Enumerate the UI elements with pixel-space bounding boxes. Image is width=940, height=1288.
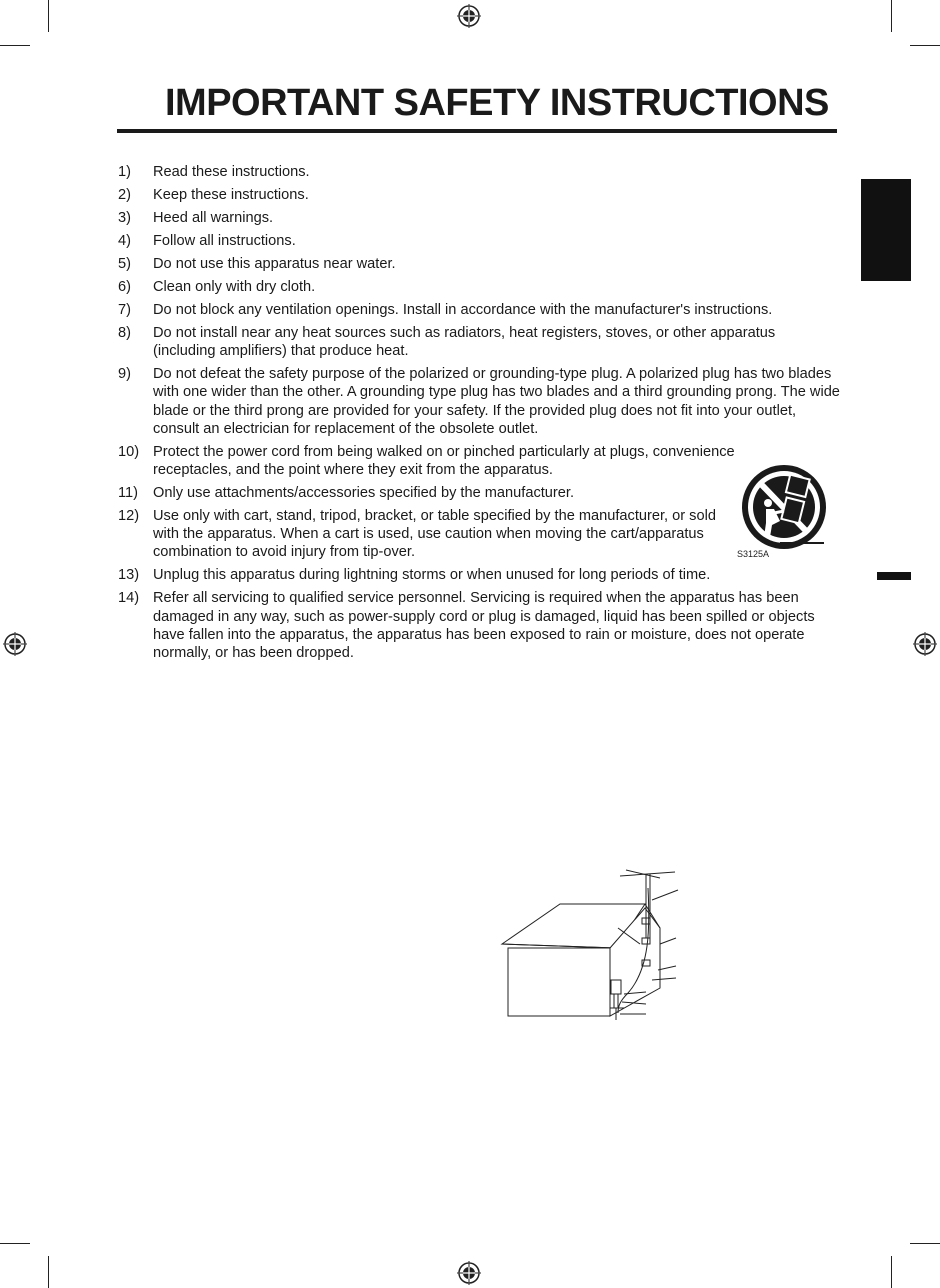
item-text: Do not install near any heat sources such as radiators, heat registers, stoves, or other apparatus (including amplifiers) that produce heat.: [153, 325, 776, 360]
item-text: Clean only with dry cloth.: [153, 279, 316, 295]
list-item: [118, 443, 840, 479]
list-item: [118, 484, 840, 502]
item-text: Use only with cart, stand, tripod, bracket, or table specified by the manufacturer, or sold with the apparatus. When a cart is used, use caution when moving the cart/apparatus combination to avoid injury from tip-over.: [153, 508, 716, 561]
section-tab-marker: [877, 572, 911, 580]
item-text: Follow all instructions.: [153, 233, 296, 249]
item-text: Heed all warnings.: [153, 210, 274, 226]
list-item: [118, 301, 840, 319]
registration-mark-top-icon: [457, 4, 481, 28]
item-text: Only use attachments/accessories specified by the manufacturer.: [153, 485, 574, 502]
crop-mark-bottom-left-v: [48, 1256, 49, 1288]
title-underline: [117, 129, 837, 133]
crop-mark-top-left-h: [0, 45, 30, 46]
antenna-grounding-diagram-icon: [500, 868, 680, 1023]
crop-mark-bottom-left-h: [0, 1243, 30, 1244]
page-title: IMPORTANT SAFETY INSTRUCTIONS: [165, 82, 829, 124]
list-item: [118, 324, 840, 360]
crop-mark-top-left-v: [48, 0, 49, 32]
crop-mark-bottom-right-v: [891, 1256, 892, 1288]
list-item: [118, 589, 840, 662]
item-text: Protect the power cord from being walked on or pinched particularly at plugs, convenience receptacles, and the point where they exit from the apparatus.: [153, 443, 735, 479]
list-item: [118, 163, 840, 181]
crop-mark-top-right-v: [891, 0, 892, 32]
list-item: [118, 507, 840, 562]
registration-mark-right-icon: [913, 632, 937, 656]
item-text: Do not block any ventilation openings. Install in accordance with the manufacturer's instructions.: [153, 302, 773, 318]
item-number: 8): [118, 325, 131, 341]
list-item: [118, 365, 840, 438]
item-number: 12): [118, 508, 140, 525]
item-text: Unplug this apparatus during lightning storms or when unused for long periods of time.: [153, 567, 711, 584]
item-text: Keep these instructions.: [153, 187, 309, 203]
list-item: [118, 255, 840, 273]
item-text: Refer all servicing to qualified service personnel. Servicing is required when the apparatus has been damaged in any way, such as power-supply cord or plug is damaged, liquid has been spilled or objects have fallen into the apparatus, the apparatus has been exposed to rain or moisture, does not operate normally, or has been dropped.: [153, 590, 815, 662]
item-number: 13): [118, 567, 140, 584]
list-item: [118, 566, 840, 584]
item-number: 9): [118, 366, 131, 383]
item-number: 7): [118, 302, 131, 318]
item-number: 14): [118, 590, 140, 607]
item-number: 1): [118, 164, 131, 180]
crop-mark-bottom-right-h: [910, 1243, 940, 1244]
list-item: [118, 209, 840, 227]
item-number: 6): [118, 279, 131, 295]
item-number: 5): [118, 256, 131, 272]
cart-tip-over-warning-icon: [740, 465, 830, 551]
list-item: [118, 232, 840, 250]
item-number: 2): [118, 187, 131, 203]
registration-mark-bottom-icon: [457, 1261, 481, 1285]
crop-mark-top-right-h: [910, 45, 940, 46]
list-item: [118, 278, 840, 296]
item-number: 3): [118, 210, 131, 226]
instruction-list: [118, 163, 840, 667]
item-text: Do not use this apparatus near water.: [153, 256, 396, 272]
list-item: [118, 186, 840, 204]
item-number: 11): [118, 485, 139, 502]
item-text: Do not defeat the safety purpose of the polarized or grounding-type plug. A polarized plug has two blades with one wider than the other. A grounding type plug has two blades and a third grounding prong. The wide blade or the third prong are provided for your safety. If the provided plug does not fit into your outlet, consult an electrician for replacement of the obsolete outlet.: [153, 366, 840, 437]
item-number: 10): [118, 443, 140, 460]
item-number: 4): [118, 233, 131, 249]
registration-mark-left-icon: [3, 632, 27, 656]
item-text: Read these instructions.: [153, 164, 310, 180]
cart-icon-code: S3125A: [737, 549, 770, 559]
section-tab: [861, 179, 911, 281]
